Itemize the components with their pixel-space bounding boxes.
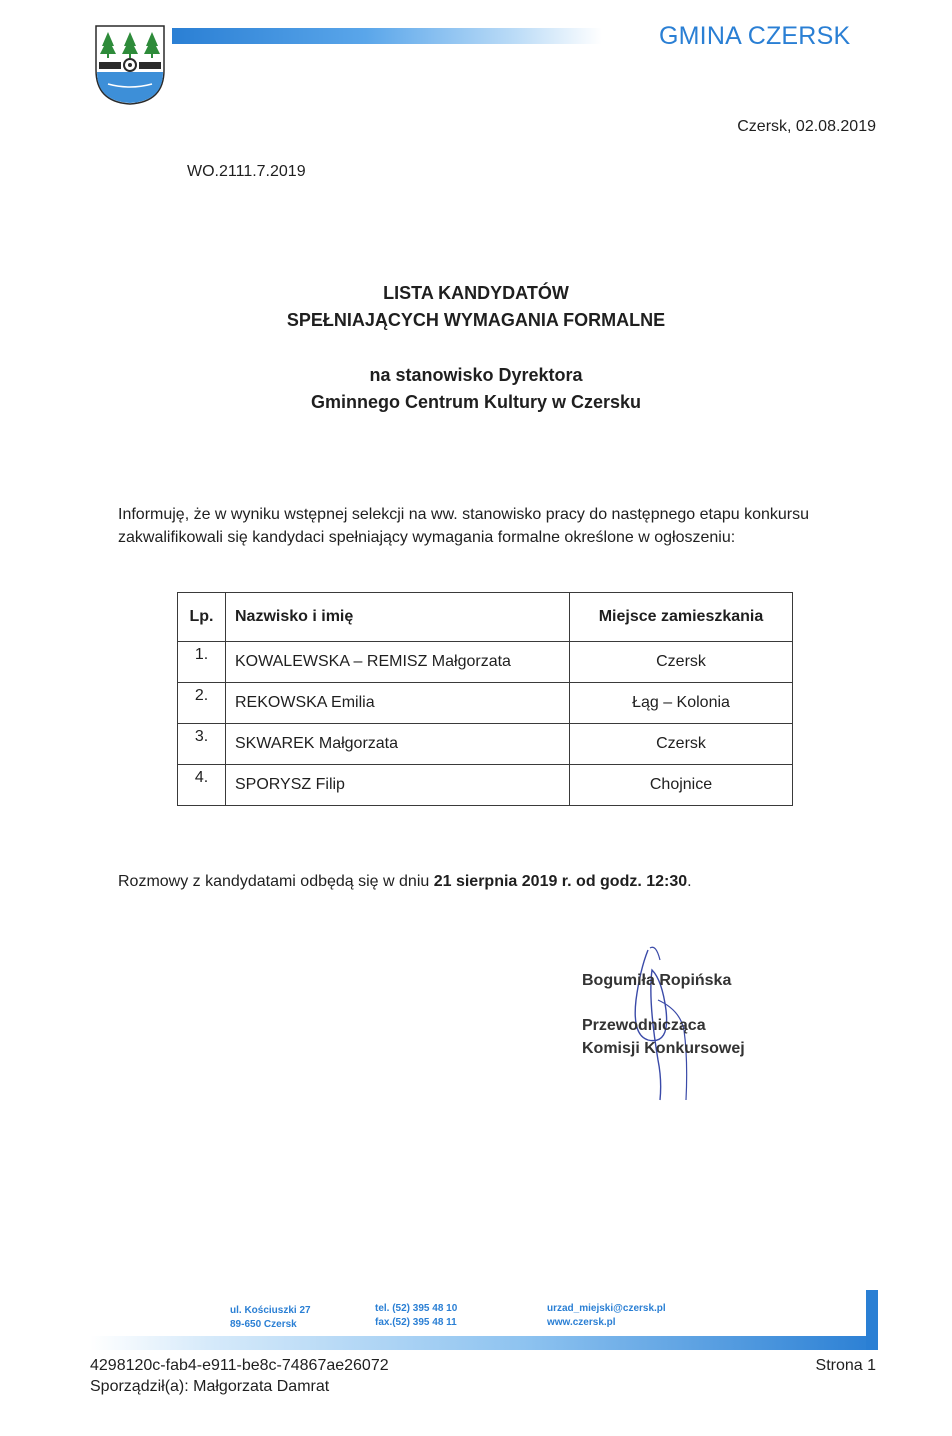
cell-lp: 1. — [178, 642, 226, 683]
prepared-by: Sporządził(a): Małgorzata Damrat — [90, 1378, 330, 1395]
interview-suffix: . — [687, 873, 692, 890]
document-reference: WO.2111.7.2019 — [187, 163, 306, 180]
cell-lp: 3. — [178, 724, 226, 765]
cell-name: SPORYSZ Filip — [226, 765, 570, 806]
header-place: Miejsce zamieszkania — [570, 593, 793, 642]
cell-place: Czersk — [570, 642, 793, 683]
signatory-name: Bogumiła Ropińska — [582, 972, 732, 989]
table-header-row — [178, 593, 793, 642]
table-row — [178, 724, 793, 765]
footer-address-line-2: 89-650 Czersk — [230, 1319, 297, 1330]
intro-line-2: zakwalifikowali się kandydaci spełniający wymagania formalne określone w ogłoszeniu: — [118, 529, 736, 546]
footer-contact — [547, 1302, 666, 1330]
footer-email: urzad_miejski@czersk.pl — [547, 1303, 666, 1314]
cell-name: SKWAREK Małgorzata — [226, 724, 570, 765]
document-date: Czersk, 02.08.2019 — [737, 118, 876, 135]
cell-lp: 4. — [178, 765, 226, 806]
page-number: Strona 1 — [815, 1357, 876, 1374]
header-accent-bar — [172, 28, 602, 44]
municipality-name: GMINA CZERSK — [659, 22, 851, 50]
title-line-2: SPEŁNIAJĄCYCH WYMAGANIA FORMALNE — [286, 310, 666, 330]
footer-phone-block — [375, 1302, 457, 1330]
title-line-3: na stanowisko Dyrektora — [369, 365, 583, 385]
cell-lp: 2. — [178, 683, 226, 724]
cell-name: REKOWSKA Emilia — [226, 683, 570, 724]
document-id: 4298120c-fab4-e911-be8c-74867ae26072 — [90, 1357, 389, 1374]
table-row — [178, 765, 793, 806]
interview-when: 21 sierpnia 2019 r. od godz. 12:30 — [433, 873, 688, 890]
title-line-4: Gminnego Centrum Kultury w Czersku — [310, 392, 642, 412]
candidates-table — [177, 592, 793, 806]
signatory-role-line-1: Przewodnicząca — [582, 1017, 706, 1034]
header-lp: Lp. — [178, 593, 226, 642]
intro-line-1: Informuję, że w wyniku wstępnej selekcji na ww. stanowisko pracy do następnego etapu konkursu — [118, 506, 810, 523]
cell-place: Chojnice — [570, 765, 793, 806]
interview-note — [118, 873, 692, 891]
signatory-role-line-2: Komisji Konkursowej — [582, 1040, 745, 1057]
footer-accent-vertical — [866, 1290, 878, 1350]
header-name: Nazwisko i imię — [226, 593, 570, 642]
table-row — [178, 642, 793, 683]
footer-address — [230, 1304, 311, 1332]
cell-place: Czersk — [570, 724, 793, 765]
footer-fax: fax.(52) 395 48 11 — [375, 1317, 457, 1328]
cell-place: Łąg – Kolonia — [570, 683, 793, 724]
cell-name: KOWALEWSKA – REMISZ Małgorzata — [226, 642, 570, 683]
footer-website: www.czersk.pl — [547, 1317, 616, 1328]
table-row — [178, 683, 793, 724]
coat-of-arms-icon — [94, 24, 166, 106]
footer-accent-bar — [90, 1336, 878, 1350]
footer-address-line-1: ul. Kościuszki 27 — [230, 1305, 311, 1316]
interview-prefix: Rozmowy z kandydatami odbędą się w dniu — [118, 873, 434, 890]
title-line-1: LISTA KANDYDATÓW — [383, 283, 569, 303]
footer-phone: tel. (52) 395 48 10 — [375, 1303, 458, 1314]
intro-paragraph — [118, 503, 878, 549]
